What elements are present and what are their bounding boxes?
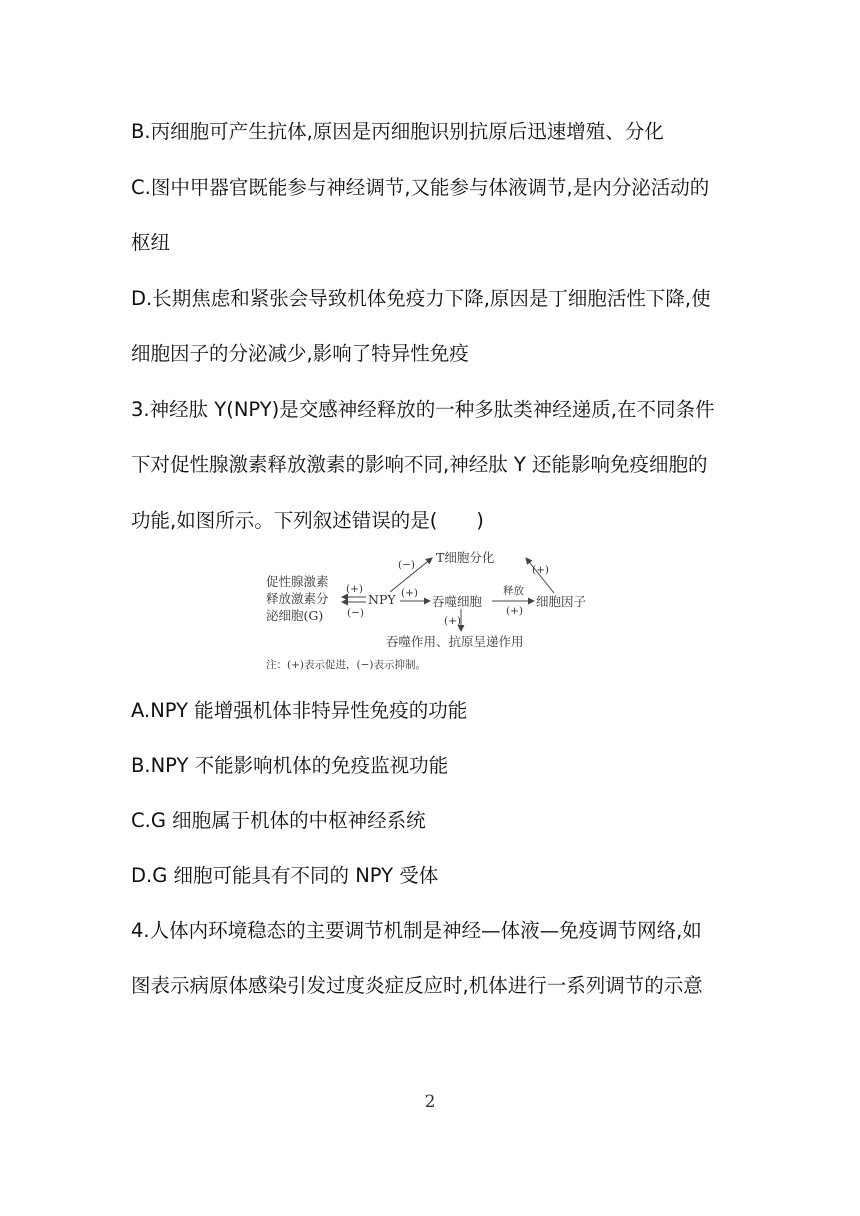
g-cell-label-line1: 促性腺激素 xyxy=(266,574,329,589)
question-4-line-1: 4.人体内环境稳态的主要调节机制是神经—体液—免疫调节网络,如 xyxy=(131,919,702,942)
question-4-line-2: 图表示病原体感染引发过度炎症反应时,机体进行一系列调节的示意 xyxy=(131,974,703,997)
option-b-q3: B.NPY 不能影响机体的免疫监视功能 xyxy=(131,754,449,777)
g-minus-sign: (−) xyxy=(347,607,364,619)
cytokine-plus-sign: (+) xyxy=(506,605,523,617)
function-plus-sign: (+) xyxy=(444,615,461,627)
cytokine-label: 细胞因子 xyxy=(536,594,587,609)
g-cell-label-line3: 泌细胞(G) xyxy=(266,608,324,623)
cytokine-t-plus-sign: (+) xyxy=(532,564,549,576)
option-a-q3: A.NPY 能增强机体非特异性免疫的功能 xyxy=(131,699,468,722)
npy-label: NPY xyxy=(368,592,396,607)
option-c-q2-cont: 枢纽 xyxy=(131,231,171,254)
question-3-line-2: 下对促性腺激素释放激素的影响不同,神经肽 Y 还能影响免疫细胞的 xyxy=(131,453,708,476)
option-d-q2: D.长期焦虑和紧张会导致机体免疫力下降,原因是丁细胞活性下降,使 xyxy=(131,287,711,310)
option-c-q3: C.G 细胞属于机体的中枢神经系统 xyxy=(131,809,426,832)
option-b-q2: B.丙细胞可产生抗体,原因是丙细胞识别抗原后迅速增殖、分化 xyxy=(131,120,664,143)
function-label: 吞噬作用、抗原呈递作用 xyxy=(386,634,524,649)
option-d-q2-cont: 细胞因子的分泌减少,影响了特异性免疫 xyxy=(131,342,469,365)
macrophage-label: 吞噬细胞 xyxy=(432,594,483,609)
npy-regulation-diagram xyxy=(262,546,602,678)
page-number: 2 xyxy=(424,1092,436,1112)
option-d-q3: D.G 细胞可能具有不同的 NPY 受体 xyxy=(131,864,439,887)
g-plus-sign: (+) xyxy=(346,583,363,595)
question-3-line-1: 3.神经肽 Y(NPY)是交感神经释放的一种多肽类神经递质,在不同条件 xyxy=(131,398,715,421)
t-cell-label: T细胞分化 xyxy=(436,550,495,565)
option-c-q2: C.图中甲器官既能参与神经调节,又能参与体液调节,是内分泌活动的 xyxy=(131,176,710,199)
t-cell-minus-sign: (−) xyxy=(398,559,415,571)
g-cell-label-line2: 释放激素分 xyxy=(266,591,329,606)
diagram-note: 注：(+)表示促进，(−)表示抑制。 xyxy=(266,659,426,671)
release-label: 释放 xyxy=(503,585,524,597)
macrophage-plus-sign: (+) xyxy=(401,587,418,599)
question-3-line-3: 功能,如图所示。下列叙述错误的是( ) xyxy=(131,509,484,532)
